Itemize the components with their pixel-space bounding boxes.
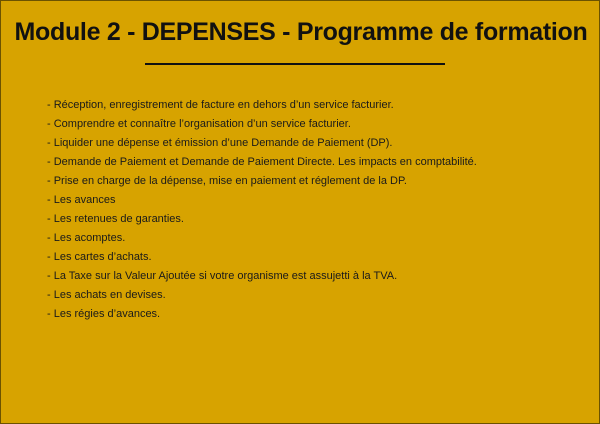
- program-item: - Les régies d’avances.: [47, 308, 161, 320]
- program-item: - Réception, enregistrement de facture en dehors d’un service facturier.: [47, 99, 394, 111]
- program-item: - Liquider une dépense et émission d’une Demande de Paiement (DP).: [47, 137, 393, 149]
- program-item: - Demande de Paiement et Demande de Paiement Directe. Les impacts en comptabilité.: [47, 156, 477, 168]
- program-list: [47, 96, 477, 324]
- program-item: - Les acomptes.: [47, 232, 126, 244]
- program-item: - Les retenues de garanties.: [47, 213, 184, 225]
- program-item: - Les achats en devises.: [47, 289, 166, 301]
- title-underline: [145, 63, 445, 65]
- program-item: - Prise en charge de la dépense, mise en paiement et réglement de la DP.: [47, 175, 407, 187]
- program-item: - La Taxe sur la Valeur Ajoutée si votre organisme est assujetti à la TVA.: [47, 270, 398, 282]
- program-item: - Les avances: [47, 194, 116, 206]
- slide-title: Module 2 - DEPENSES - Programme de formation: [14, 18, 588, 46]
- program-item: - Comprendre et connaître l’organisation d’un service facturier.: [47, 118, 351, 130]
- program-item: - Les cartes d’achats.: [47, 251, 152, 263]
